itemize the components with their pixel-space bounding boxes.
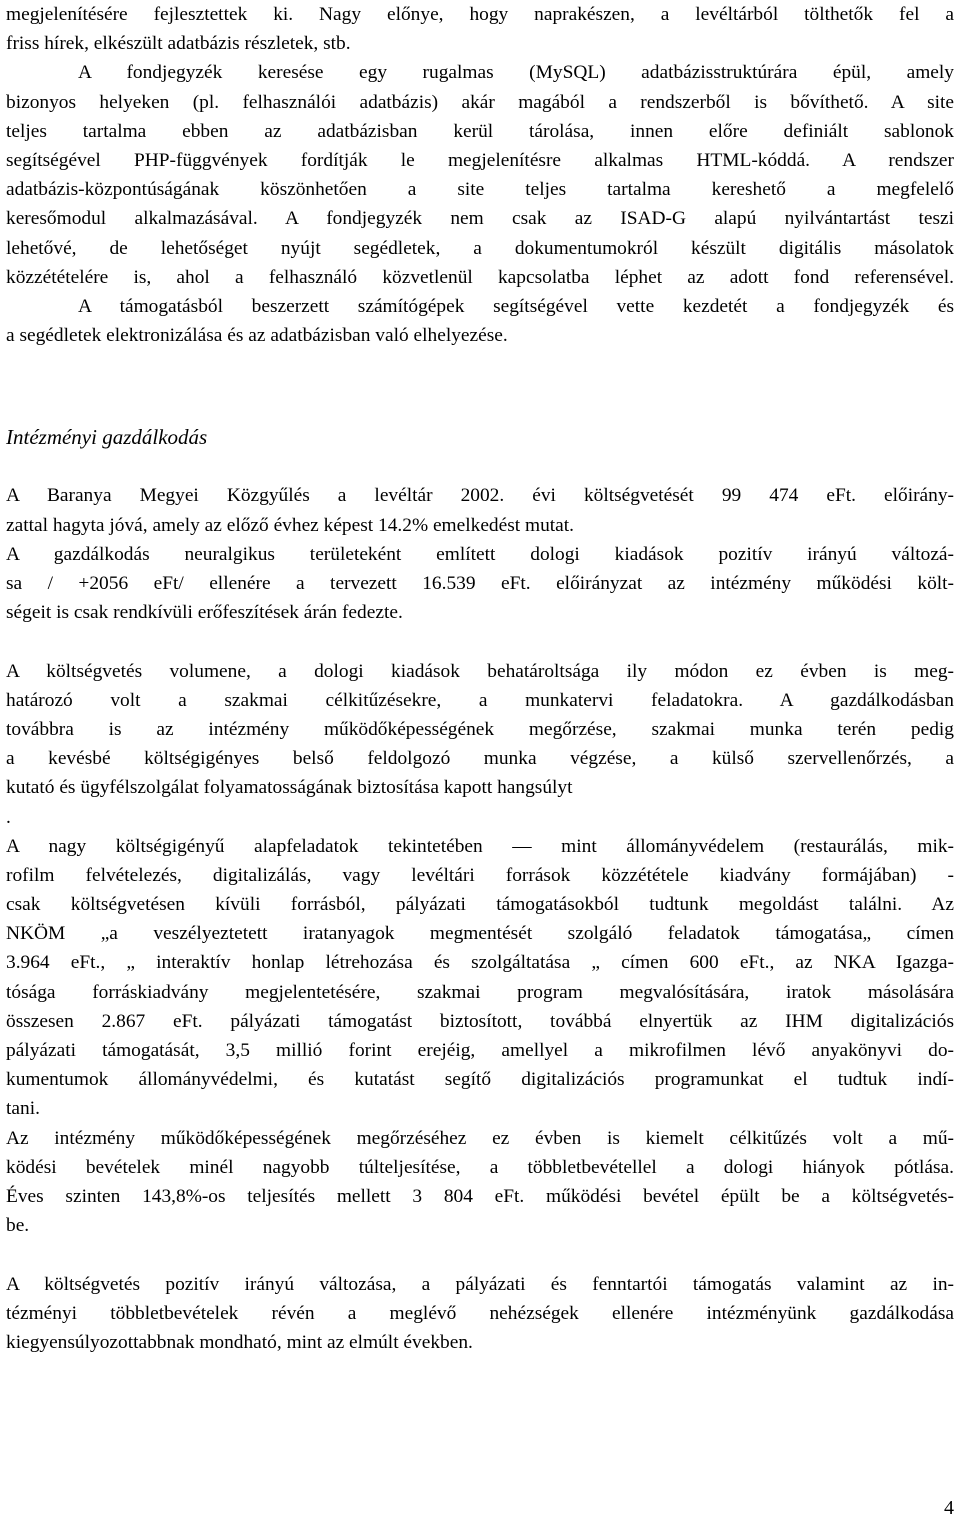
text-line: a segédletek elektronizálása és az adatbázisban való elhelyezése. [6, 325, 508, 347]
text-line: a kevésbé költségigényes belső feldolgozó munka végzése, a külső szervellenőrzés, a [6, 748, 954, 770]
text-line: 3.964 eFt., „ interaktív honlap létrehozása és szolgáltatása „ címen 600 eFt., az NKA Igazga- [6, 952, 954, 974]
paragraph-budget [6, 481, 954, 627]
text-line: pályázati támogatását, 3,5 millió forint erejéig, amellyel a mikrofilmen lévő anyakönyvi do- [6, 1040, 954, 1061]
text-line: . [6, 806, 11, 828]
page-number: 4 [944, 1497, 954, 1519]
text-line: be. [6, 1215, 30, 1237]
text-line: Éves szinten 143,8%-os teljesítés mellett 3 804 eFt. működési bevétel épült be a költségvetés- [6, 1185, 954, 1207]
heading-gap [6, 452, 954, 481]
text-line: zattal hagyta jóvá, amely az előző évhez képest 14.2% emelkedést mutat. [6, 514, 575, 536]
text-line: kutató és ügyfélszolgálat folyamatosságának biztosítása kapott hangsúlyt [6, 777, 573, 799]
text-line: A támogatásból beszerzett számítógépek segítségével vette kezdetét a fondjegyzék és [78, 295, 954, 317]
text-line: ködési bevételek minél nagyobb túlteljesítése, a többletbevétellel a dologi hiányok pótlása. [6, 1156, 954, 1178]
section-gap [6, 350, 954, 423]
text-line: A Baranya Megyei Közgyűlés a levéltár 2002. évi költségvetését 99 474 eFt. előirány- [6, 485, 954, 507]
text-line: kumentumok állományvédelmi, és kutatást segítő digitalizációs programunkat el tudtuk indí- [6, 1069, 954, 1091]
text-line: A költségvetés pozitív irányú változása, a pályázati és fenntartói támogatás valamint az in- [6, 1273, 954, 1295]
text-line: közzétételére is, ahol a felhasználó közvetlenül kapcsolatba léphet az adott fond referensével. [6, 266, 954, 288]
text-line: sa / +2056 eFt/ ellenére a tervezett 16.539 eFt. előirányzat az intézmény működési költ- [6, 573, 954, 594]
paragraph-gap [6, 627, 954, 656]
text-line: csak költségvetésen kívüli forrásból, pályázati támogatásokból tudtunk megoldást találni. Az [6, 894, 954, 916]
text-line: tani. [6, 1098, 40, 1120]
text-line: tósága forráskiadvány megjelentetésére, szakmai program megvalósítására, iratok másolására [6, 981, 954, 1003]
text-line: A költségvetés volumene, a dologi kiadások behatároltsága ily módon ez évben is meg- [6, 660, 954, 682]
text-line: lehetővé, de lehetőséget nyújt segédletek, a dokumentumokról készült digitális másolatok [6, 237, 954, 259]
text-line: adatbázis-központúságának köszönhetően a site teljes tartalma kereshető a megfelelő [6, 179, 954, 201]
text-line: NKÖM „a veszélyeztetett iratanyagok megmentését szolgáló feladatok támogatása„ címen [6, 923, 954, 945]
text-line: összesen 2.867 eFt. pályázati támogatást biztosított, továbbá elnyertük az IHM digitalizációs [6, 1010, 954, 1032]
paragraph-conclusion [6, 1270, 954, 1358]
text-line: kiegyensúlyozottabbnak mondható, mint az elmúlt években. [6, 1331, 473, 1353]
text-line: tézményi többletbevételek révén a meglévő nehézségek ellenére intézményünk gazdálkodása [6, 1302, 954, 1324]
section-heading: Intézményi gazdálkodás [6, 425, 208, 450]
text-line: Az intézmény működőképességének megőrzéséhez ez évben is kiemelt célkitűzés volt a mű- [6, 1127, 954, 1149]
text-line: megjelenítésére fejlesztettek ki. Nagy előnye, hogy naprakészen, a levéltárból tölthetők fel a [6, 4, 954, 25]
document-page [6, 0, 954, 1357]
text-line: teljes tartalma ebben az adatbázisban kerül tárolása, innen előre definiált sablonok [6, 120, 954, 142]
text-line: bizonyos helyeken (pl. felhasználói adatbázis) akár magából a rendszerből is bővíthető. A site [6, 91, 954, 113]
text-line: A nagy költségigényű alapfeladatok tekintetében — mint állományvédelem (restaurálás, mik- [6, 835, 954, 857]
intro-text [6, 0, 954, 350]
text-line: továbbra is az intézmény működőképességének megőrzése, szakmai munka terén pedig [6, 718, 954, 740]
text-line: határozó volt a szakmai célkitűzésekre, a munkatervi feladatokra. A gazdálkodásban [6, 689, 954, 711]
text-line: friss hírek, elkészült adatbázis részletek, stb. [6, 33, 351, 55]
text-line: A gazdálkodás neuralgikus területeként említett dologi kiadások pozitív irányú változá- [6, 543, 954, 565]
text-line: segítségével PHP-függvények fordítják le megjelenítésre alkalmas HTML-kóddá. A rendszer [6, 149, 954, 171]
paragraph-volume [6, 657, 954, 1241]
text-line: rofilm felvételezés, digitalizálás, vagy levéltári források közzététele kiadvány formájában) - [6, 864, 954, 886]
text-line: keresőmodul alkalmazásával. A fondjegyzék nem csak az ISAD-G alapú nyilvántartást teszi [6, 208, 954, 230]
text-line: A fondjegyzék keresése egy rugalmas (MySQL) adatbázisstruktúrára épül, amely [78, 62, 954, 84]
text-line: ségeit is csak rendkívüli erőfeszítések árán fedezte. [6, 602, 403, 624]
paragraph-gap [6, 1240, 954, 1269]
